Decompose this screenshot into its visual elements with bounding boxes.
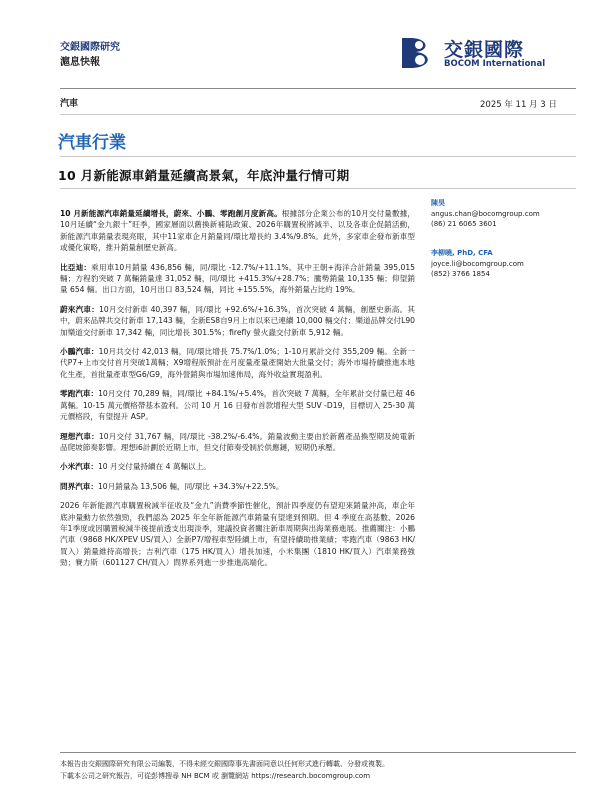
logo-text-en: BOCOM International — [444, 59, 546, 69]
paragraph-text: 2026 年新能源汽車購置稅減半征收及“金九”消費季節性催化，預計四季度仍有望迎來銷量沖高，車企年底沖量動力依然強勁，我們認為 2025 年全年新能源汽車銷量有望達到預期。但 4 季度在高基數、2026年1季度或因購置稅減半後提前透支出現淡季，建議投資者關注新車周期與出海業務進展。推薦關注：小鵬汽車（9868 HK/XPEV US/買入）全新P7/增程車型陸續上市，有望持續助推業績；零跑汽車（9863 HK/買入）銷量維持高增長；吉利汽車（175 HK/買入）增長加速，小米集團（1810 HK/買入）汽車業務強勁；賽力斯（601127 CH/買入）問界系列進一步推進高端化。 — [60, 501, 415, 568]
paragraph-text: 根據部分企業公布的10月交付量數據，10月延續“金九銀十”旺季，國家層面以舊換新補貼政策、2026年購置稅將減半、以及各車企促銷活動，新能源汽車銷量表現亮眼，其中11家車企月銷量同/環比增長約 3.4%/9.8%。此外，多家車企發布新車型或優化策略，推升銷量創歷史新高。 — [60, 209, 415, 253]
org-name: 交銀國際研究 — [60, 42, 120, 53]
paragraph-text: 乘用車10月銷量 436,856 輛，同/環比 -12.7%/+11.1%。其中王朝+海洋合計銷量 395,015 輛；方程豹突破 7 萬輛銷量達 31,052 輛，同/環比 +415.3%/+28.7%；騰勢銷量 10,135 輛；仰望銷量 654 輛。出口方面，10月出口 83,524 輛，同比 +155.5%，海外銷量占比約 19%。 — [60, 262, 415, 295]
paragraph-text: 10月交付 31,767 輛，同/環比 -38.2%/-6.4%。銷量波動主要由於新舊產品換型期及純電新品爬坡節奏影響。理想i6計劃於近期上市，但交付節奏受制於供應鏈，短期仍承壓。 — [60, 431, 416, 452]
company-logo — [400, 34, 570, 74]
industry-title: 汽車行業 — [58, 133, 126, 153]
report-type: 滬息快報 — [60, 57, 100, 68]
footer-download-note[interactable]: 下載本公司之研究報告，可從彭博搜尋 NH BCM 或 瀏覽網站 https://research.bocomgroup.com — [60, 772, 371, 780]
paragraph-text: 10月交付新車 40,397 輛，同/環比 +92.6%/+16.3%，首次突破 4 萬輛，創歷史新高。其中，蔚來品牌共交付新車 17,143 輛，全新ES8自9月上市以來已連續 10,000 輛交付；樂道品牌交付L90加樂道交付新車 17,342 輛，同比增長 301.5%；firefly 螢火蟲交付新車 5,912 輛。 — [60, 304, 415, 337]
title-divider — [60, 156, 576, 157]
report-body — [60, 208, 415, 577]
paragraph-lead: 理想汽車： — [60, 431, 99, 441]
paragraph-lead: 問界汽車： — [60, 481, 98, 491]
paragraph-text: 10 月交付量持續在 4 萬輛以上。 — [97, 462, 211, 472]
header-divider — [60, 88, 576, 89]
header-left — [60, 40, 120, 70]
paragraph — [60, 346, 415, 380]
footer-divider — [60, 752, 576, 753]
headline-divider — [60, 188, 576, 189]
paragraph-text: 10月共交付 42,013 輛，同/環比增長 75.7%/1.0%；1-10月累計交付 355,209 輛。全新一代P7+上市交付首月突破1萬輛；X9增程版預計在月度量產量產開始大批量交付；海外市場持續推進本地化生產，首批量產車型G6/G9，海外營銷與市場加速佈局，海外收益實現盈利。 — [60, 347, 415, 379]
sector-label: 汽車 — [60, 99, 79, 109]
paragraph — [60, 431, 415, 454]
analyst-phone: (852) 3766 1854 — [431, 270, 490, 278]
paragraph-text: 10月銷量為 13,506 輛，同/環比 +34.3%/+22.5%。 — [97, 481, 284, 491]
paragraph-lead: 小鵬汽車： — [60, 347, 99, 357]
paragraph-text: 10月交付 70,289 輛，同/環比 +84.1%/+5.4%，首次突破 7 萬輛，全年累計交付量已超 46 萬輛。10-15 萬元價格帶基本盈利。公司 10 月 16 日發布首款增程大型 SUV -D19，目標切入 25-30 萬元價格段，有望提升 ASP。 — [60, 389, 415, 422]
analyst-name: 李柳曉, PhD, CFA — [431, 249, 493, 257]
paragraph-lead: 零跑汽車： — [60, 389, 99, 399]
logo-text-cn: 交銀國際 — [444, 39, 525, 61]
analyst-email[interactable]: joyce.li@bocomgroup.com — [431, 259, 524, 268]
paragraph — [60, 500, 415, 568]
section-divider — [60, 114, 576, 115]
paragraph-lead: 10 月新能源汽車銷量延續增長，蔚來、小鵬、零跑創月度新高。 — [60, 209, 282, 218]
report-headline: 10 月新能源車銷量延續高景氣，年底沖量行情可期 — [58, 168, 350, 183]
analyst-card — [431, 198, 581, 230]
paragraph-lead: 小米汽車： — [60, 462, 98, 472]
paragraph — [60, 461, 415, 472]
analyst-email[interactable]: angus.chan@bocomgroup.com — [431, 209, 540, 218]
footer — [60, 758, 560, 782]
analyst-name: 陳昊 — [431, 199, 445, 207]
analyst-phone: (86) 21 6065 3601 — [431, 220, 497, 228]
paragraph — [60, 388, 415, 422]
bocom-logo-icon — [400, 34, 436, 72]
paragraph — [60, 481, 415, 492]
paragraph-lead: 蔚來汽車： — [60, 304, 100, 314]
analyst-card — [431, 248, 581, 280]
paragraph — [60, 208, 415, 254]
paragraph-lead: 比亞迪： — [60, 262, 92, 272]
paragraph — [60, 262, 415, 296]
report-date: 2025 年 11 月 3 日 — [480, 100, 557, 110]
footer-disclaimer: 本報告由交銀國際研究有限公司編製，不得未經交銀國際事先書面同意以任何形式進行轉載、分發或複製。 — [60, 760, 389, 768]
paragraph — [60, 304, 415, 338]
